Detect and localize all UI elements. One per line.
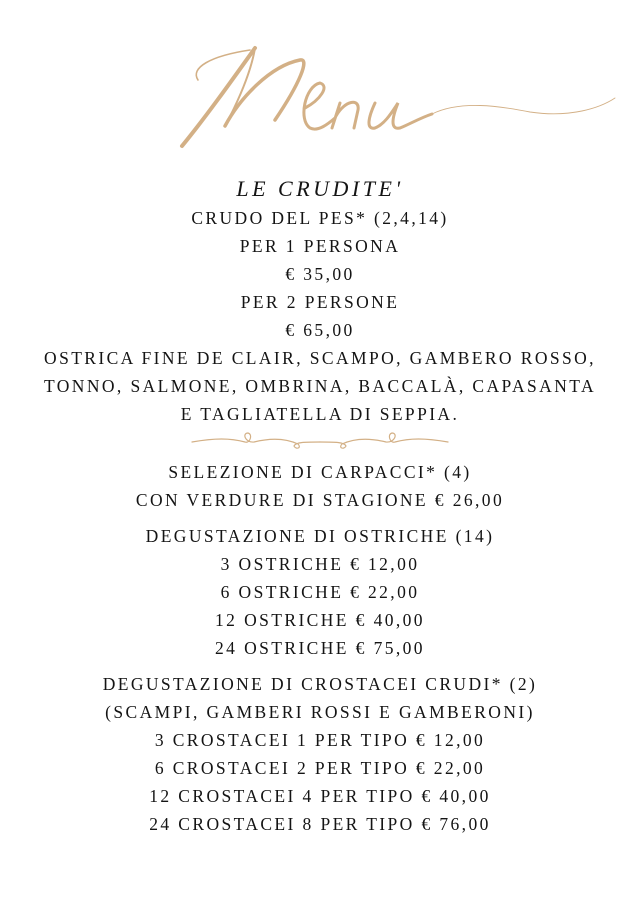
option-price: € 65,00	[285, 320, 355, 340]
option-price: € 35,00	[285, 264, 355, 284]
crostacei-item: 3 CROSTACEI 1 PER TIPO € 12,00	[154, 730, 486, 750]
dish-name-crudo: CRUDO DEL PES* (2,4,14)	[191, 208, 449, 228]
crostacei-item: 6 CROSTACEI 2 PER TIPO € 22,00	[154, 758, 486, 778]
ostriche-item: 12 OSTRICHE € 40,00	[215, 610, 425, 630]
ostriche-item: 6 OSTRICHE € 22,00	[220, 582, 420, 602]
menu-script-title-icon	[170, 28, 630, 158]
dish-description: OSTRICA FINE DE CLAIR, SCAMPO, GAMBERO ROSSO,	[44, 348, 596, 368]
ostriche-item: 24 OSTRICHE € 75,00	[215, 638, 425, 658]
dish-detail-carpacci: CON VERDURE DI STAGIONE € 26,00	[135, 490, 505, 510]
menu-content	[0, 176, 640, 838]
crostacei-item: 24 CROSTACEI 8 PER TIPO € 76,00	[149, 814, 491, 834]
dish-name-ostriche: DEGUSTAZIONE DI OSTRICHE (14)	[145, 526, 495, 546]
option-label: PER 1 PERSONA	[239, 236, 401, 256]
dish-name-crostacei: DEGUSTAZIONE DI CROSTACEI CRUDI* (2)	[102, 674, 538, 694]
dish-description: TONNO, SALMONE, OMBRINA, BACCALÀ, CAPASANTA	[44, 376, 596, 396]
dish-subtitle-crostacei: (SCAMPI, GAMBERI ROSSI E GAMBERONI)	[105, 702, 535, 722]
dish-name-carpacci: SELEZIONE DI CARPACCI* (4)	[168, 462, 472, 482]
ornamental-divider-icon	[190, 428, 450, 452]
ostriche-item: 3 OSTRICHE € 12,00	[220, 554, 420, 574]
dish-description: E TAGLIATELLA DI SEPPIA.	[180, 404, 460, 424]
crostacei-item: 12 CROSTACEI 4 PER TIPO € 40,00	[149, 786, 491, 806]
option-label: PER 2 PERSONE	[240, 292, 400, 312]
section-title: LE CRUDITE'	[236, 176, 404, 201]
menu-title	[170, 28, 630, 158]
menu-title-text: Menu	[170, 28, 173, 29]
